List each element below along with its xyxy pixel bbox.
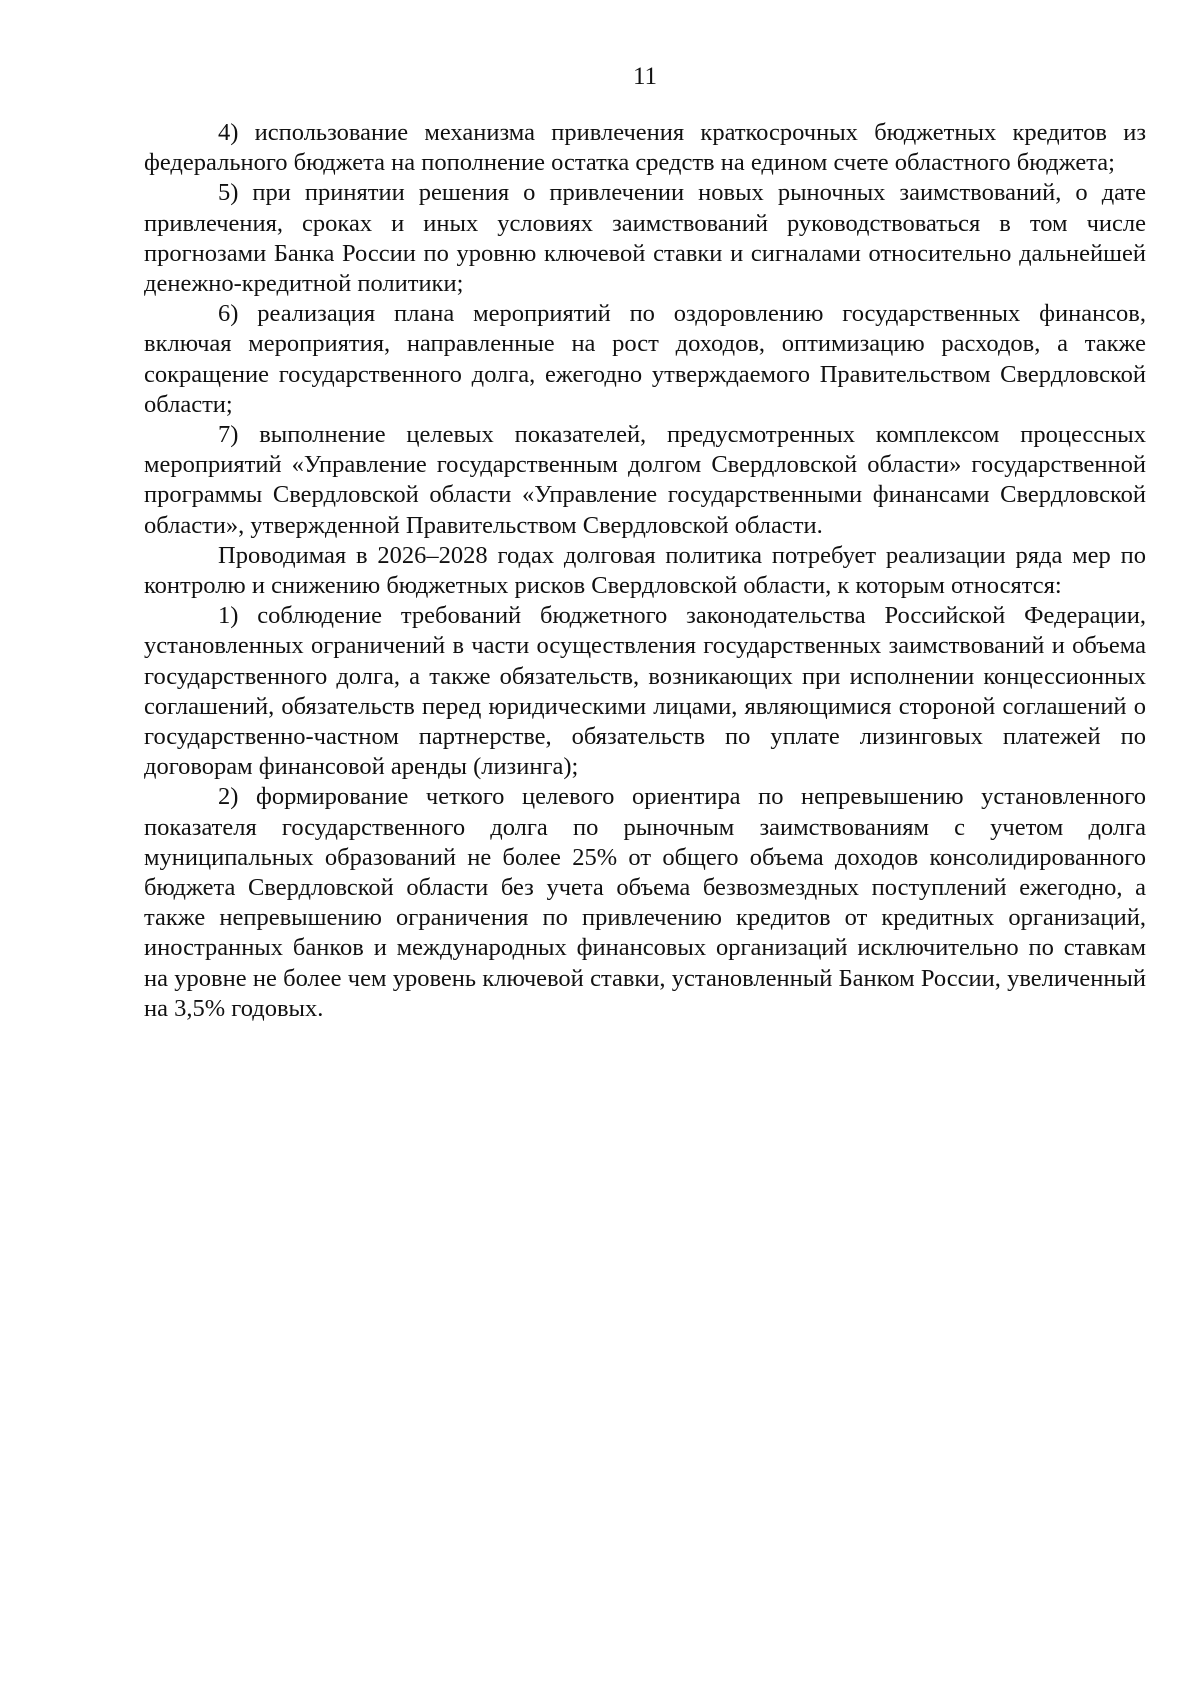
- paragraph-item-5: 5) при принятии решения о привлечении новых рыночных заимствований, о дате привлечения, сроках и иных условиях заимствований руководствоваться в том числе прогнозами Банка России по уровню ключевой ставки и сигналами относительно дальнейшей денежно-кредитной политики;: [144, 179, 1146, 298]
- document-body: [144, 118, 1146, 1024]
- paragraph-item-6: 6) реализация плана мероприятий по оздоровлению государственных финансов, включая мероприятия, направленные на рост доходов, оптимизацию расходов, а также сокращение государственного долга, ежегодно утверждаемого Правительством Свердловской области;: [144, 300, 1146, 418]
- paragraph-risk-1: 1) соблюдение требований бюджетного законодательства Российской Федерации, установленных ограничений в части осуществления государственных заимствований и объема государственного долга, а также обязательств, возникающих при исполнении концессионных соглашений, обязательств перед юридическими лицами, являющимися стороной соглашений о государственно-частном партнерстве, обязательств по уплате лизинговых платежей по договорам финансовой аренды (лизинга);: [144, 602, 1146, 781]
- page-number: 11: [632, 63, 658, 90]
- paragraph-risk-2: 2) формирование четкого целевого ориентира по непревышению установленного показателя государственного долга по рыночным заимствованиям с учетом долга муниципальных образований не более 25% от общего объема доходов консолидированного бюджета Свердловской области без учета объема безвозмездных поступлений ежегодно, а также непревышению ограничения по привлечению кредитов от кредитных организаций, иностранных банков и международных финансовых организаций исключительно по ставкам на уровне не более чем уровень ключевой ставки, установленный Банком России, увеличенный на 3,5% годовых.: [144, 783, 1146, 1022]
- paragraph-policy-intro: Проводимая в 2026–2028 годах долговая политика потребует реализации ряда мер по контролю и снижению бюджетных рисков Свердловской области, к которым относятся:: [144, 541, 1146, 600]
- paragraph-item-7: 7) выполнение целевых показателей, предусмотренных комплексом процессных мероприятий «Управление государственным долгом Свердловской области» государственной программы Свердловской области «Управление государственными финансами Свердловской области», утвержденной Правительством Свердловской области.: [144, 421, 1146, 539]
- paragraph-item-4: 4) использование механизма привлечения краткосрочных бюджетных кредитов из федерального бюджета на пополнение остатка средств на едином счете областного бюджета;: [144, 119, 1146, 177]
